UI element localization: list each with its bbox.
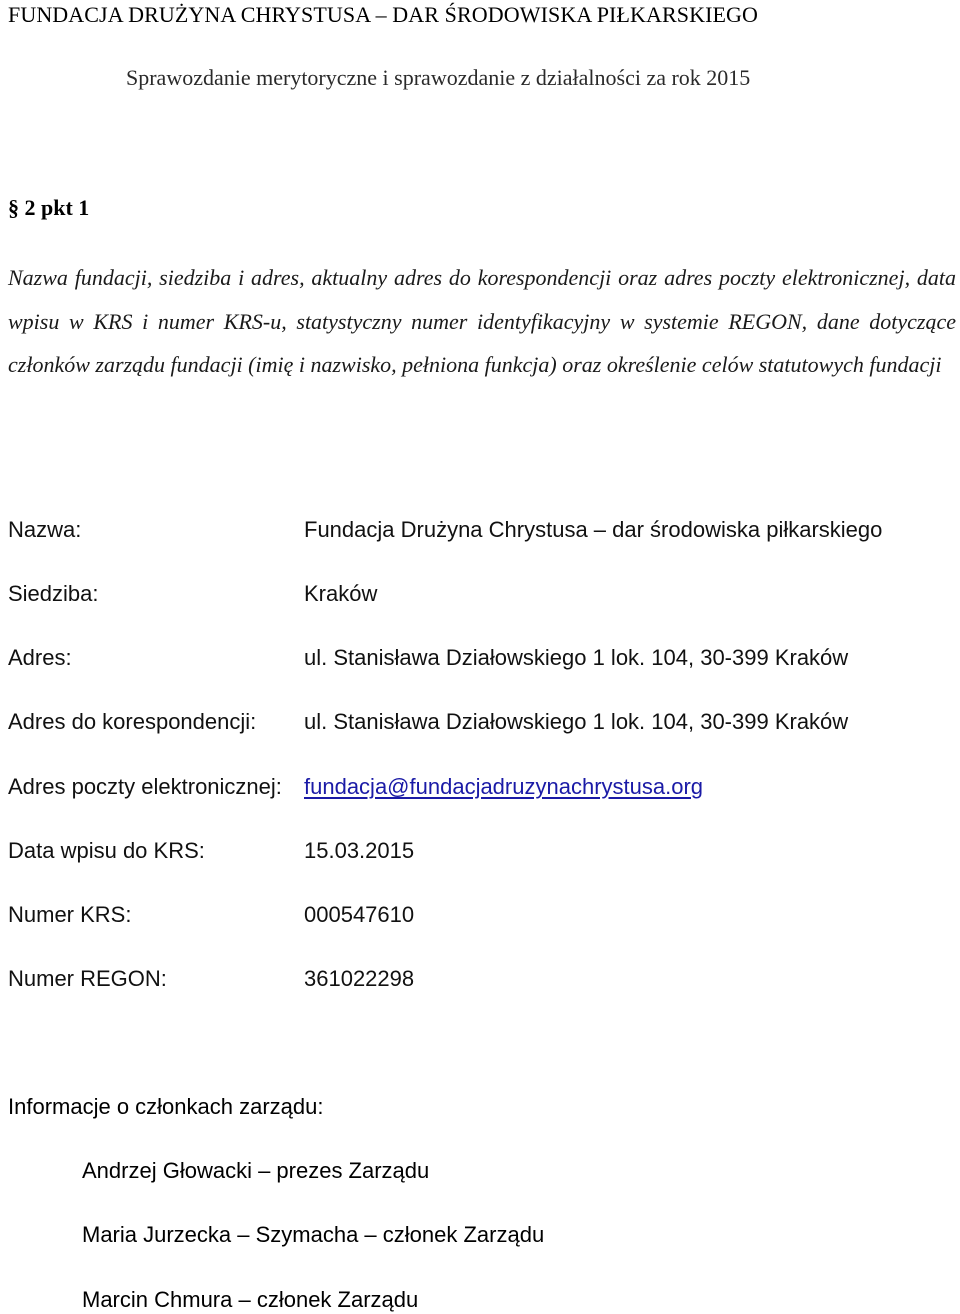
address-label: Adres: [8,645,72,670]
name-label: Nazwa: [8,517,82,542]
report-title: Sprawozdanie merytoryczne i sprawozdanie z działalności za rok 2015 [126,65,751,90]
section-description: Nazwa fundacji, siedziba i adres, aktualny adres do korespondencji oraz adres poczty elektronicznej, data wpisu w KRS i numer KRS-u, statystyczny numer identyfikacyjny w systemie REGON, dane dotyczące członków zarządu fundacji (imię i nazwisko, pełniona funkcja) oraz określenie celów statutowych fundacji [8,265,956,378]
regon-value: 361022298 [304,966,415,991]
address-value: ul. Stanisława Działowskiego 1 lok. 104, 30-399 Kraków [304,645,849,670]
correspondence-value: ul. Stanisława Działowskiego 1 lok. 104, 30-399 Kraków [304,709,849,734]
email-label: Adres poczty elektronicznej: [8,774,282,799]
name-value: Fundacja Drużyna Chrystusa – dar środowiska piłkarskiego [304,517,883,542]
board-heading: Informacje o członkach zarządu: [8,1094,324,1119]
board-member: Maria Jurzecka – Szymacha – członek Zarządu [82,1222,545,1247]
board-member: Andrzej Głowacki – prezes Zarządu [82,1158,430,1183]
email-link[interactable]: fundacja@fundacjadruzynachrystusa.org [304,774,704,799]
section-heading: § 2 pkt 1 [8,195,90,220]
krs-number-label: Numer KRS: [8,902,132,927]
seat-label: Siedziba: [8,581,99,606]
krs-number-value: 000547610 [304,902,415,927]
board-member: Marcin Chmura – członek Zarządu [82,1287,419,1312]
correspondence-label: Adres do korespondencji: [8,709,257,734]
krs-date-label: Data wpisu do KRS: [8,838,205,863]
seat-value: Kraków [304,581,378,606]
krs-date-value: 15.03.2015 [304,838,415,863]
foundation-title: FUNDACJA DRUŻYNA CHRYSTUSA – DAR ŚRODOWISKA PIŁKARSKIEGO [8,2,759,27]
regon-label: Numer REGON: [8,966,167,991]
